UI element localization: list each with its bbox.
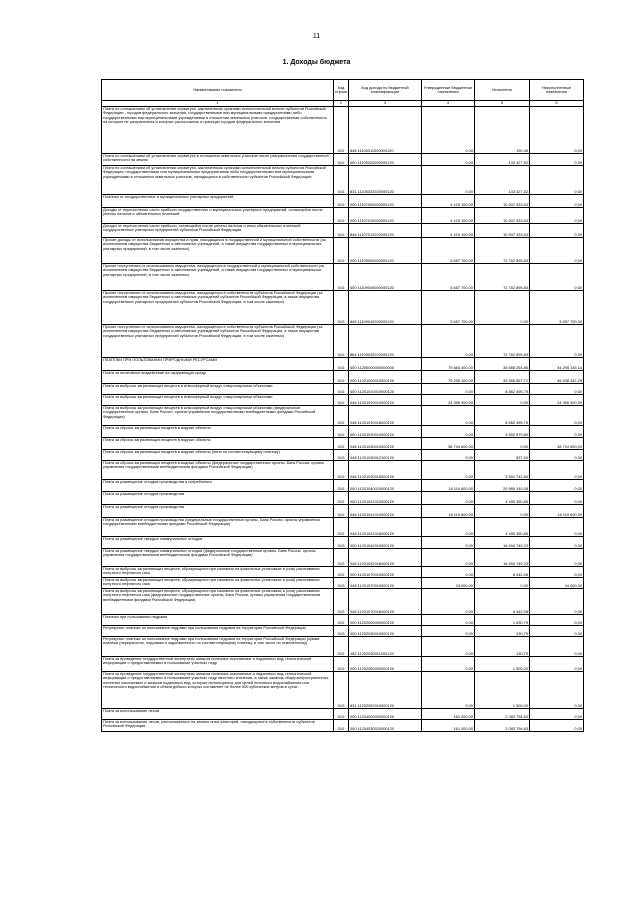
row-approved: 0,00: [422, 384, 475, 395]
row-approved: 0,00: [422, 549, 475, 567]
row-unexecuted: 0,00: [530, 325, 584, 358]
row-unexecuted: 0,00: [530, 461, 584, 480]
row-code: 010: [334, 709, 349, 720]
row-kbk: 848 11105311020000120: [349, 107, 422, 154]
row-executed: 8 862 495,75: [475, 406, 530, 426]
table-row: [102, 384, 584, 395]
row-approved: 4 419 100,00: [422, 195, 475, 208]
table-row: [102, 492, 584, 505]
row-code: 010: [334, 224, 349, 238]
row-executed: 20 985 140,08: [475, 480, 530, 492]
row-kbk: 000 11202030010000120: [349, 626, 422, 637]
row-unexecuted: 0,00: [530, 384, 584, 395]
table-row: [102, 709, 584, 720]
row-code: 010: [334, 264, 349, 291]
row-approved: 161 000,00: [422, 720, 475, 732]
row-unexecuted: 0,00: [530, 264, 584, 291]
row-code: 010: [334, 549, 349, 567]
row-approved: 0,00: [422, 461, 475, 480]
row-kbk: 831 11105322020000120: [349, 166, 422, 195]
row-code: 010: [334, 637, 349, 657]
row-kbk: 000 11202050000000120: [349, 657, 422, 672]
row-name: Плата за размещение твердых коммунальных отходов (федеральные государственные органы, Банк России, органы управления государственными внебюджетными фондами Российской Федерации): [102, 549, 334, 567]
row-unexecuted: 0,00: [530, 537, 584, 549]
table-row: [102, 371, 584, 384]
row-executed: 6 442,08: [475, 567, 530, 578]
table-row: [102, 195, 584, 208]
row-approved: 0,00: [422, 672, 475, 709]
row-executed: 16 494 749,23: [475, 537, 530, 549]
row-name: Плата за сбросы загрязняющих веществ в водные объекты (пени по соответствующему платежу): [102, 450, 334, 461]
row-approved: 0,00: [422, 567, 475, 578]
row-kbk: 048 11201030012100120: [349, 450, 422, 461]
header-approved: Утвержденные бюджетные назначения: [422, 80, 475, 101]
row-unexecuted: 24 000,00: [530, 578, 584, 589]
row-code: 010: [334, 450, 349, 461]
row-kbk: 000 11202000000000120: [349, 615, 422, 626]
row-name: Плата за выбросы загрязняющих веществ в атмосферный воздух стационарными объектами: [102, 395, 334, 406]
table-row: [102, 291, 584, 325]
row-code: 010: [334, 480, 349, 492]
row-approved: 0,00: [422, 166, 475, 195]
row-kbk: 000 11201070010000120: [349, 567, 422, 578]
row-approved: 4 419 100,00: [422, 224, 475, 238]
header-code: Код строки: [334, 80, 349, 101]
table-row: [102, 720, 584, 732]
row-kbk: 048 11201010016000120: [349, 406, 422, 426]
table-row: [102, 615, 584, 626]
column-number: 6: [530, 101, 584, 107]
row-executed: 72 782 895,83: [475, 238, 530, 264]
row-unexecuted: 0,00: [530, 720, 584, 732]
row-executed: 72 782 895,83: [475, 264, 530, 291]
row-name: Плата за выбросы загрязняющих веществ, образующихся при сжигании на факельных установках и (или) рассеивании попутного нефтяного газа (федеральные государственные органы, Банк России, органы управления государственными внебюджетными фондами Российской Федерации): [102, 589, 334, 615]
row-name: Плата за сбросы загрязняющих веществ в водные объекты (федеральные государственные органы, Банк России, органы управления государственными внебюджетными фондами Российской Федерации): [102, 461, 334, 480]
row-unexecuted: 0,00: [530, 208, 584, 224]
row-approved: 0,00: [422, 518, 475, 537]
revenue-table: [101, 79, 584, 732]
row-unexecuted: 0,00: [530, 224, 584, 238]
row-name: Прочие доходы от использования имущества и прав, находящихся в государственной и муниципальной собственности (за исключением имущества бюджетных и автономных учреждений, а также имущества государственных и муниципальных унитарных предприятий, в том числе казенных): [102, 238, 334, 264]
row-approved: 0,00: [422, 537, 475, 549]
row-kbk: 182 11202030011000120: [349, 637, 422, 657]
row-executed: 133 427,52: [475, 166, 530, 195]
table-row: [102, 578, 584, 589]
row-name: Плата за размещение отходов производства (федеральные государственные органы, Банк России, органы управления государственными внебюджетными фондами Российской Федерации): [102, 518, 334, 537]
row-kbk: 000 11201010010000120: [349, 384, 422, 395]
row-code: 010: [334, 615, 349, 626]
row-unexecuted: 0,00: [530, 672, 584, 709]
row-code: 010: [334, 720, 349, 732]
row-approved: 0,00: [422, 406, 475, 426]
table-row: [102, 438, 584, 450]
row-code: 010: [334, 426, 349, 438]
row-executed: 1 500,00: [475, 672, 530, 709]
row-code: 010: [334, 358, 349, 371]
row-approved: 24 000,00: [422, 578, 475, 589]
row-unexecuted: 0,00: [530, 426, 584, 438]
row-unexecuted: 0,00: [530, 567, 584, 578]
row-executed: 10 947 433,63: [475, 208, 530, 224]
row-executed: 0,00: [475, 291, 530, 325]
table-row: [102, 626, 584, 637]
row-name: Плата за размещение отходов производства: [102, 505, 334, 518]
row-kbk: 000 11105320000000120: [349, 154, 422, 166]
table-row: [102, 264, 584, 291]
row-code: 010: [334, 238, 349, 264]
row-name: Плата за выбросы загрязняющих веществ, образующихся при сжигании на факельных установках и (или) рассеивании попутного нефтяного газа: [102, 567, 334, 578]
row-unexecuted: 0,00: [530, 518, 584, 537]
row-approved: 0,00: [422, 426, 475, 438]
row-executed: 16 494 749,23: [475, 549, 530, 567]
row-kbk: 864 11109042020000120: [349, 325, 422, 358]
row-unexecuted: 0,00: [530, 709, 584, 720]
page-number: 11: [312, 33, 321, 40]
row-kbk: 000 11204030020000120: [349, 720, 422, 732]
row-executed: 3 502 579,80: [475, 426, 530, 438]
row-code: 010: [334, 325, 349, 358]
header-row: [102, 80, 584, 101]
row-name: Регулярные платежи за пользование недрами при пользовании недрами на территории Российской Федерации: [102, 626, 334, 637]
table-row: [102, 154, 584, 166]
row-name: Плата за использование лесов: [102, 709, 334, 720]
column-number: 1: [102, 101, 334, 107]
row-name: Плата за размещение отходов производства и потребления: [102, 480, 334, 492]
row-code: 010: [334, 438, 349, 450]
header-kbk: Код дохода по бюджетной классификации: [349, 80, 422, 101]
row-approved: 16 119 600,00: [422, 505, 475, 518]
row-unexecuted: 0,00: [530, 166, 584, 195]
row-code: 010: [334, 154, 349, 166]
column-number: 5: [475, 101, 530, 107]
row-kbk: 000 11201041010000120: [349, 492, 422, 505]
table-row: [102, 208, 584, 224]
row-code: 010: [334, 395, 349, 406]
row-executed: 33 356 657,71: [475, 371, 530, 384]
row-kbk: 048 11201042016000120: [349, 549, 422, 567]
column-number: 4: [422, 101, 475, 107]
row-unexecuted: 24 356 900,00: [530, 395, 584, 406]
row-code: 010: [334, 626, 349, 637]
row-name: Платежи при пользовании недрами: [102, 615, 334, 626]
row-unexecuted: 0,00: [530, 615, 584, 626]
row-kbk: 048 11201041010000120: [349, 505, 422, 518]
row-approved: 3 657 700,00: [422, 264, 475, 291]
row-executed: 10 947 433,63: [475, 195, 530, 208]
row-code: 010: [334, 291, 349, 325]
row-approved: 0,00: [422, 492, 475, 505]
row-kbk: 048 11201070016000120: [349, 589, 422, 615]
row-code: 010: [334, 166, 349, 195]
row-executed: 10 947 433,63: [475, 224, 530, 238]
row-approved: 0,00: [422, 107, 475, 154]
table-row: [102, 238, 584, 264]
table-row: [102, 358, 584, 371]
row-unexecuted: 0,00: [530, 657, 584, 672]
row-executed: 0,00: [475, 578, 530, 589]
row-approved: 0,00: [422, 615, 475, 626]
row-unexecuted: 0,00: [530, 154, 584, 166]
row-unexecuted: 0,00: [530, 238, 584, 264]
row-executed: 6 442,08: [475, 589, 530, 615]
row-executed: 35 588 254,86: [475, 358, 530, 371]
row-approved: 79 295 100,00: [422, 371, 475, 384]
row-code: 010: [334, 208, 349, 224]
row-unexecuted: 0,00: [530, 492, 584, 505]
row-kbk: 000 11201000010000120: [349, 371, 422, 384]
row-code: 010: [334, 578, 349, 589]
table-row: [102, 166, 584, 195]
table-row: [102, 657, 584, 672]
row-approved: 24 356 900,00: [422, 395, 475, 406]
table-row: [102, 637, 584, 657]
row-kbk: 000 11201040010000120: [349, 480, 422, 492]
row-name: Плата по соглашениям об установлении сервитута, заключенным органами исполнительной власти субъектов Российской Федерации - городов федерального значения, государственными или муниципальными предприятиями либо государственными или муниципальными учреждениями в отношении земельных участков, государственная собственность на которые не разграничена и которые расположены в границах городов федерального значения: [102, 107, 334, 154]
header-executed: Исполнено: [475, 80, 530, 101]
row-kbk: 000 11109040000000120: [349, 264, 422, 291]
row-name: Регулярные платежи за пользование недрами при пользовании недрами на территории Российской Федерации (сумма платежа (перерасчеты, недоимка и задолженность по соответствующему платежу, в том числе по отмененному): [102, 637, 334, 657]
row-name: Плата за негативное воздействие на окружающую среду: [102, 371, 334, 384]
row-executed: 130,79: [475, 626, 530, 637]
row-name: Плата за проведение государственной экспертизы запасов полезных ископаемых и подземных вод, геологической информации о предоставляемых в пользование участках недр: [102, 657, 334, 672]
row-approved: 0,00: [422, 657, 475, 672]
row-executed: 2 083 794,63: [475, 709, 530, 720]
row-name: Плата за использование лесов, расположенных на землях иных категорий, находящихся в собственности субъектов Российской Федерации: [102, 720, 334, 732]
row-executed: 8 862 495,75: [475, 384, 530, 395]
row-executed: 0,00: [475, 505, 530, 518]
row-unexecuted: 3 657 700,00: [530, 291, 584, 325]
row-code: 010: [334, 505, 349, 518]
row-code: 010: [334, 384, 349, 395]
row-name: Плата по соглашениям об установлении сервитута в отношении земельных участков после разграничения государственной собственности на землю: [102, 154, 334, 166]
table-row: [102, 325, 584, 358]
table-row: [102, 537, 584, 549]
row-code: 010: [334, 537, 349, 549]
row-name: Плата за выбросы загрязняющих веществ в атмосферный воздух стационарными объектами (федеральные государственные органы, Банк России, органы управления государственными внебюджетными фондами Российской Федерации): [102, 406, 334, 426]
row-unexecuted: 0,00: [530, 626, 584, 637]
row-approved: 3 657 700,00: [422, 291, 475, 325]
row-unexecuted: 0,00: [530, 589, 584, 615]
table-row: [102, 567, 584, 578]
row-kbk: 000 11204000000000120: [349, 709, 422, 720]
row-code: 010: [334, 107, 349, 154]
row-approved: 79 883 400,00: [422, 358, 475, 371]
row-executed: 2 083 794,63: [475, 720, 530, 732]
row-code: 010: [334, 518, 349, 537]
row-approved: 16 119 600,00: [422, 480, 475, 492]
row-kbk: 000 11107000000000120: [349, 195, 422, 208]
row-unexecuted: 0,00: [530, 195, 584, 208]
row-kbk: 848 11107012020000120: [349, 224, 422, 238]
table-row: [102, 505, 584, 518]
row-executed: 1 500,00: [475, 657, 530, 672]
row-unexecuted: 0,00: [530, 450, 584, 461]
row-approved: 0,00: [422, 325, 475, 358]
row-kbk: 000 11201042010000120: [349, 537, 422, 549]
row-name: Плата по соглашениям об установлении сервитута, заключенным органами исполнительной власти субъектов Российской Федерации, государственными или муниципальными предприятиями либо государственными или муниципальными учреждениями в отношении земельных участков, находящихся в собственности субъектов Российской Федерации: [102, 166, 334, 195]
table-row: [102, 406, 584, 426]
row-unexecuted: 0,00: [530, 549, 584, 567]
row-code: 010: [334, 657, 349, 672]
row-executed: 133 427,52: [475, 154, 530, 166]
row-unexecuted: 38 794 600,00: [530, 438, 584, 450]
section-title: 1. Доходы бюджета: [282, 59, 351, 66]
row-executed: 4 490 390,85: [475, 518, 530, 537]
row-kbk: 845 11109042020000120: [349, 291, 422, 325]
table-row: [102, 450, 584, 461]
table-row: [102, 589, 584, 615]
row-kbk: 048 11201030016000120: [349, 461, 422, 480]
row-executed: 72 782 895,83: [475, 325, 530, 358]
row-approved: 0,00: [422, 450, 475, 461]
table-row: [102, 549, 584, 567]
row-executed: 837,00: [475, 450, 530, 461]
row-name: Плата за сбросы загрязняющих веществ в водные объекты: [102, 438, 334, 450]
table-row: [102, 224, 584, 238]
row-code: 010: [334, 567, 349, 578]
row-code: 010: [334, 371, 349, 384]
row-approved: 38 794 600,00: [422, 438, 475, 450]
row-name: Плата за размещение отходов производства: [102, 492, 334, 505]
row-approved: 0,00: [422, 626, 475, 637]
row-kbk: 000 11201030010000120: [349, 426, 422, 438]
table-row: [102, 461, 584, 480]
row-code: 010: [334, 195, 349, 208]
row-name: Прочие поступления от использования имущества, находящегося в государственной и муниципальной собственности (за исключением имущества бюджетных и автономных учреждений, а также имущества государственных и муниципальных унитарных предприятий, в том числе казенных): [102, 264, 334, 291]
row-approved: 161 000,00: [422, 709, 475, 720]
row-approved: 0,00: [422, 589, 475, 615]
row-name: ПЛАТЕЖИ ПРИ ПОЛЬЗОВАНИИ ПРИРОДНЫМИ РЕСУРСАМИ: [102, 358, 334, 371]
row-executed: 0,00: [475, 438, 530, 450]
row-executed: 3 501 742,80: [475, 461, 530, 480]
row-name: Плата за выбросы загрязняющих веществ в атмосферный воздух стационарными объектами: [102, 384, 334, 395]
row-kbk: 048 11201010010000120: [349, 395, 422, 406]
row-unexecuted: 0,00: [530, 637, 584, 657]
row-executed: 190,45: [475, 107, 530, 154]
row-code: 010: [334, 672, 349, 709]
row-name: Плата за сбросы загрязняющих веществ в водные объекты: [102, 426, 334, 438]
row-approved: 0,00: [422, 637, 475, 657]
row-kbk: 048 11201070010000120: [349, 578, 422, 589]
row-unexecuted: 0,00: [530, 107, 584, 154]
row-kbk: 048 11201030010000120: [349, 438, 422, 450]
row-unexecuted: 0,00: [530, 406, 584, 426]
row-approved: 0,00: [422, 154, 475, 166]
row-code: 010: [334, 492, 349, 505]
row-kbk: 048 11201041016000120: [349, 518, 422, 537]
row-unexecuted: 44 295 145,14: [530, 358, 584, 371]
row-name: Доходы от перечисления части прибыли, остающейся после уплаты налогов и иных обязательных платежей государственных унитарных предприятий субъектов Российской Федерации: [102, 224, 334, 238]
table-row: [102, 395, 584, 406]
header-name: Наименование показателя: [102, 80, 334, 101]
table-row: [102, 518, 584, 537]
row-kbk: 000 11109000000000120: [349, 238, 422, 264]
row-kbk: 000 11107010000000120: [349, 208, 422, 224]
row-executed: 0,00: [475, 395, 530, 406]
row-name: Платежи от государственных и муниципальных унитарных предприятий: [102, 195, 334, 208]
table-row: [102, 107, 584, 154]
row-code: 010: [334, 406, 349, 426]
row-approved: 3 657 700,00: [422, 238, 475, 264]
row-approved: 4 419 100,00: [422, 208, 475, 224]
row-code: 010: [334, 461, 349, 480]
row-code: 010: [334, 589, 349, 615]
row-name: Прочие поступления от использования имущества, находящегося в собственности субъектов Российской Федерации (за исключением имущества бюджетных и автономных учреждений субъектов Российской Федерации, а также имущества государственных унитарных предприятий субъектов Российской Федерации, в том числе казенных): [102, 325, 334, 358]
row-unexecuted: 16 119 600,00: [530, 505, 584, 518]
row-name: Плата за размещение твердых коммунальных отходов: [102, 537, 334, 549]
row-unexecuted: 45 938 442,29: [530, 371, 584, 384]
table-row: [102, 672, 584, 709]
row-kbk: 000 11200000000000000: [349, 358, 422, 371]
table-row: [102, 426, 584, 438]
row-executed: 1 630,79: [475, 615, 530, 626]
column-number: 3: [349, 101, 422, 107]
header-unexecuted: Неисполненные назначения: [530, 80, 584, 101]
table-row: [102, 480, 584, 492]
row-name: Доходы от перечисления части прибыли государственных и муниципальных унитарных предприятий, остающейся после уплаты налогов и обязательных платежей: [102, 208, 334, 224]
row-name: Прочие поступления от использования имущества, находящегося в собственности субъектов Российской Федерации (за исключением имущества бюджетных и автономных учреждений субъектов Российской Федерации, а также имущества государственных унитарных предприятий субъектов Российской Федерации, в том числе казенных): [102, 291, 334, 325]
row-name: Плата за проведение государственной экспертизы запасов полезных ископаемых и подземных вод, геологической информации о предоставляемых в пользование участках недр местного значения, а также запасов общераспространенных полезных ископаемых и запасов подземных вод, которые используются для целей питьевого водоснабжения или технического водоснабжения и объем добычи которых составляет не более 500 кубических метров в сутки: [102, 672, 334, 709]
row-executed: 130,79: [475, 637, 530, 657]
row-kbk: 831 11202052010000120: [349, 672, 422, 709]
row-name: Плата за выбросы загрязняющих веществ, образующихся при сжигании на факельных установках и (или) рассеивании попутного нефтяного газа: [102, 578, 334, 589]
row-executed: 4 490 390,85: [475, 492, 530, 505]
row-unexecuted: 0,00: [530, 480, 584, 492]
column-number: 2: [334, 101, 349, 107]
